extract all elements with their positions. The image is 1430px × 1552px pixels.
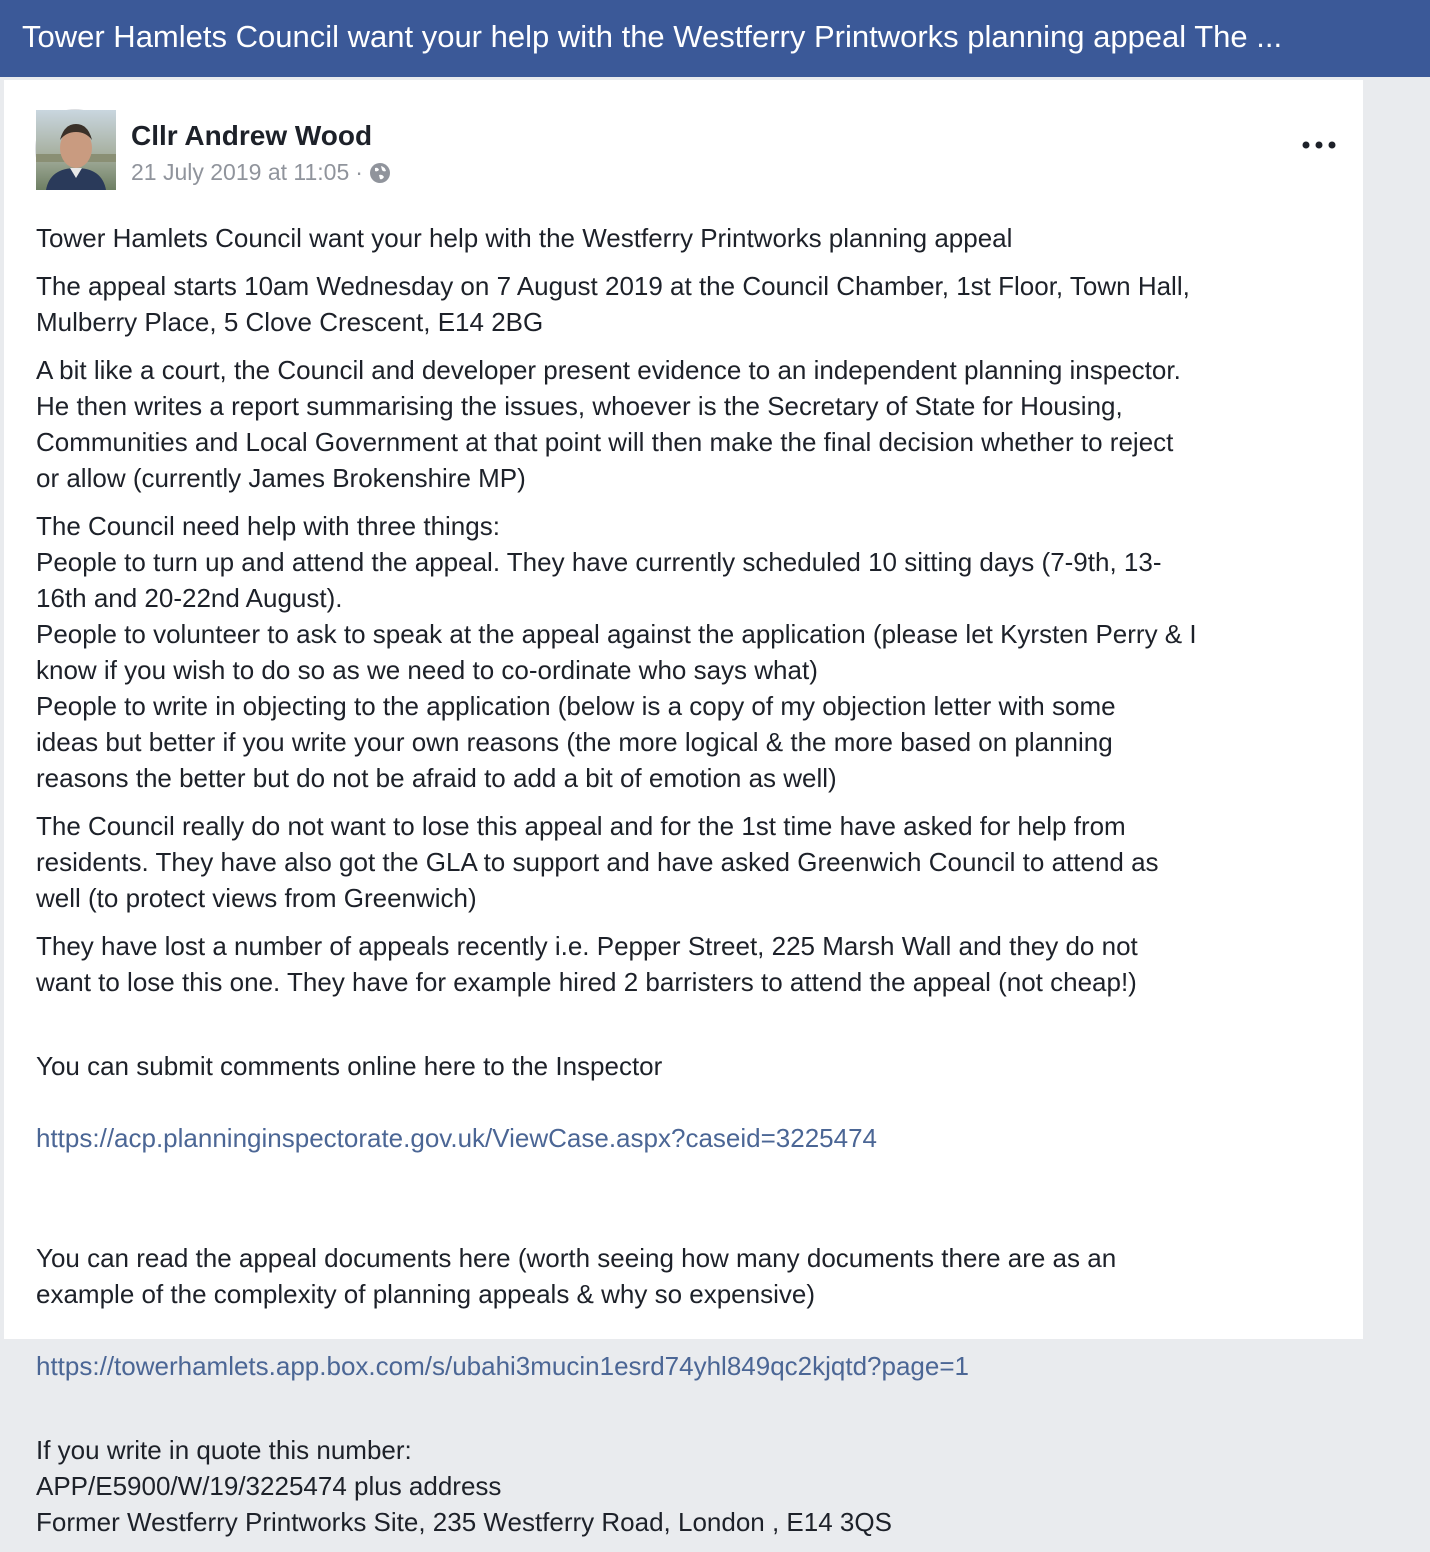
quote-number-paragraph: If you write in quote this number: APP/E5900/W/19/3225474 plus address Former Westferry Printworks Site, 235 Westferry Road, London , E14 3QS bbox=[36, 1435, 892, 1537]
more-options-button[interactable] bbox=[1294, 132, 1344, 158]
post-card bbox=[4, 80, 1363, 1537]
post-paragraph: Tower Hamlets Council want your help with the Westferry Printworks planning appeal bbox=[36, 223, 1013, 253]
appeal-documents-paragraph bbox=[36, 1204, 1346, 1420]
avatar-photo bbox=[36, 110, 116, 190]
avatar[interactable] bbox=[35, 109, 115, 189]
appeal-documents-link[interactable]: https://towerhamlets.app.box.com/s/ubahi3mucin1esrd74yhl849qc2kjqtd?page=1 bbox=[36, 1351, 969, 1381]
appeal-documents-text: You can read the appeal documents here (worth seeing how many documents there are as an example of the complexity of planning appeals & why so expensive) bbox=[36, 1243, 1117, 1309]
meta-separator: · bbox=[355, 159, 363, 185]
post-paragraph: The appeal starts 10am Wednesday on 7 August 2019 at the Council Chamber, 1st Floor, Town Hall, Mulberry Place, 5 Clove Crescent, E14 2BG bbox=[36, 271, 1190, 337]
inspectorate-link[interactable]: https://acp.planninginspectorate.gov.uk/ViewCase.aspx?caseid=3225474 bbox=[36, 1123, 878, 1153]
submit-comments-paragraph bbox=[36, 1012, 1346, 1192]
post-timestamp[interactable]: 21 July 2019 at 11:05 bbox=[131, 159, 350, 185]
post-paragraph: The Council really do not want to lose this appeal and for the 1st time have asked for help from residents. They have also got the GLA to support and have asked Greenwich Council to attend as well (to protect views from Greenwich) bbox=[36, 811, 1159, 913]
post-paragraph: A bit like a court, the Council and developer present evidence to an independent planning inspector. He then writes a report summarising the issues, whoever is the Secretary of State for Housing, Communities and Local Government at that point will then make the final decision whether to reject or allow (currently James Brokenshire MP) bbox=[36, 355, 1181, 493]
post-paragraph: The Council need help with three things: People to turn up and attend the appeal. They have currently scheduled 10 sitting days (7-9th, 13- 16th and 20-22nd August). People to volunteer to ask to speak at the appeal against the application (please let Kyrsten Perry & I know if you wish to do so as we need to co-ordinate who says what) People to write in objecting to the application (below is a copy of my objection letter with some ideas but better if you write your own reasons (the more logical & the more based on planning reasons the better but do not be afraid to add a bit of emotion as well) bbox=[36, 511, 1197, 793]
post-paragraph: They have lost a number of appeals recently i.e. Pepper Street, 225 Marsh Wall and they do not want to lose this one. They have for example hired 2 barristers to attend the appeal (not cheap!) bbox=[36, 931, 1138, 997]
submit-comments-text: You can submit comments online here to the Inspector bbox=[36, 1051, 663, 1081]
post-body bbox=[36, 220, 1346, 1552]
page-gutter bbox=[1363, 77, 1430, 1339]
post-meta bbox=[131, 159, 391, 186]
more-options-icon bbox=[1302, 141, 1336, 149]
window-title: Tower Hamlets Council want your help with the Westferry Printworks planning appeal The ... bbox=[0, 0, 1430, 77]
author-name[interactable]: Cllr Andrew Wood bbox=[131, 120, 373, 151]
globe-icon[interactable] bbox=[369, 162, 391, 184]
